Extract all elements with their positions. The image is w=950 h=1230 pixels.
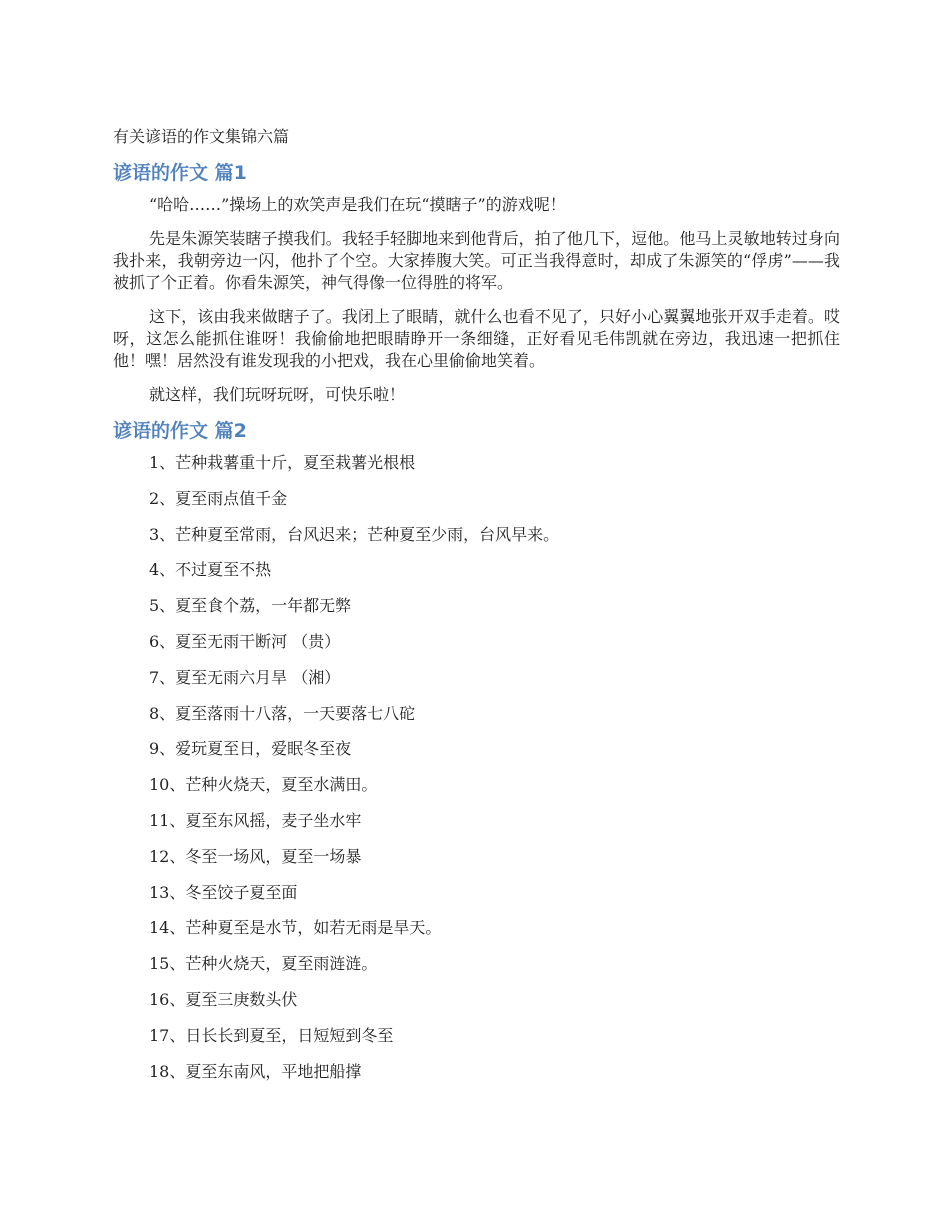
list-item: 1、芒种栽薯重十斤，夏至栽薯光根根: [149, 453, 416, 472]
list-item: 3、芒种夏至常雨，台风迟来；芒种夏至少雨，台风早来。: [149, 524, 560, 544]
paragraph: 就这样，我们玩呀玩呀，可快乐啦！: [149, 385, 406, 404]
list-item: 18、夏至东南风，平地把船撑: [149, 1061, 362, 1081]
list-item: 11、夏至东风摇，麦子坐水牢: [149, 810, 362, 830]
proverb-list: [113, 452, 840, 1083]
document-page: [113, 124, 840, 1096]
list-item: 8、夏至落雨十八落，一天要落七八砣: [149, 703, 416, 723]
paragraph: 先是朱源笑装瞎子摸我们。我轻手轻脚地来到他背后，拍了他几下，逗他。他马上灵敏地转过身向我扑来，我朝旁边一闪，他扑了个空。大家捧腹大笑。可正当我得意时，却成了朱源笑的“俘虏”——我被抓了个正着。你看朱源笑，神气得像一位得胜的将军。: [113, 229, 840, 292]
list-item: 16、夏至三庚数头伏: [149, 989, 298, 1009]
essay-section-1: [113, 160, 840, 406]
list-item: 4、不过夏至不热: [149, 560, 272, 580]
paragraph: “哈哈……”操场上的欢笑声是我们在玩“摸瞎子”的游戏呢！: [149, 195, 566, 214]
list-item: 13、冬至饺子夏至面: [149, 882, 298, 902]
list-item: 5、夏至食个荔，一年都无弊: [149, 596, 352, 616]
list-item: 15、芒种火烧天，夏至雨涟涟。: [149, 954, 378, 974]
paragraph: 这下，该由我来做瞎子了。我闭上了眼睛，就什么也看不见了，只好小心翼翼地张开双手走着。哎呀，这怎么能抓住谁呀！我偷偷地把眼睛睁开一条细缝，正好看见毛伟凯就在旁边，我迅速一把抓住他！嘿！居然没有谁发现我的小把戏，我在心里偷偷地笑着。: [113, 307, 840, 370]
list-item: 2、夏至雨点值千金: [149, 488, 288, 508]
list-item: 12、冬至一场风，夏至一场暴: [149, 846, 362, 866]
essay-section-2: [113, 418, 840, 1083]
section-heading-1: 谚语的作文 篇1: [113, 162, 247, 184]
list-item: 10、芒种火烧天，夏至水满田。: [149, 775, 378, 795]
list-item: 17、日长长到夏至，日短短到冬至: [149, 1025, 394, 1045]
list-item: 6、夏至无雨干断河 （贵）: [149, 631, 341, 651]
section-heading-2: 谚语的作文 篇2: [113, 420, 247, 442]
list-item: 7、夏至无雨六月旱 （湘）: [149, 667, 341, 687]
list-item: 9、爱玩夏至日，爱眠冬至夜: [149, 739, 352, 759]
document-title: 有关谚语的作文集锦六篇: [113, 127, 290, 146]
list-item: 14、芒种夏至是水节，如若无雨是旱天。: [149, 918, 442, 938]
